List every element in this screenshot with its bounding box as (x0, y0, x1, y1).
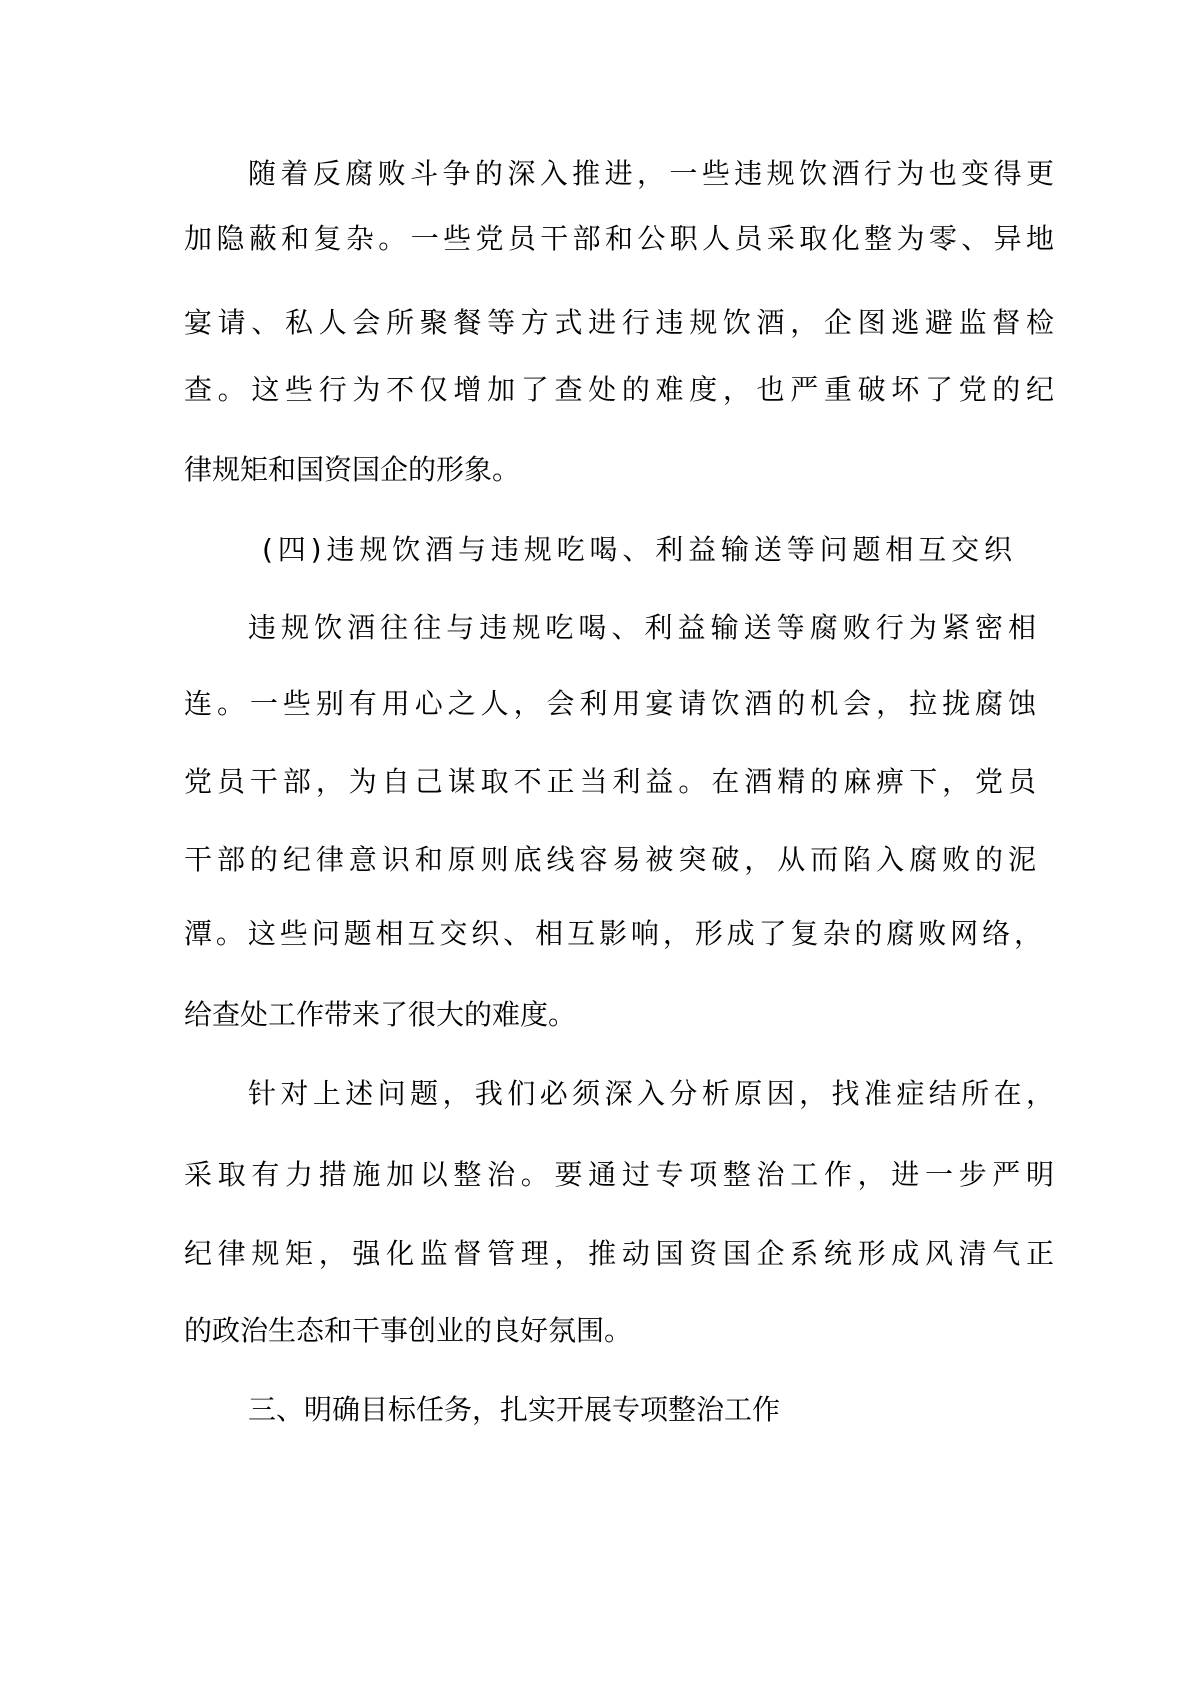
paragraph-1-line-1: 随着反腐败斗争的深入推进，一些违规饮酒行为也变得更 (248, 157, 1054, 190)
paragraph-2-line-4: 干部的纪律意识和原则底线容易被突破，从而陷入腐败的泥 (184, 843, 1036, 876)
paragraph-1-line-4: 查。这些行为不仅增加了查处的难度，也严重破坏了党的纪 (184, 373, 1054, 406)
section-heading-3: 三、明确目标任务，扎实开展专项整治工作 (248, 1393, 781, 1426)
section-heading-4: (四)违规饮酒与违规吃喝、利益输送等问题相互交织 (262, 533, 1012, 566)
paragraph-2-line-5: 潭。这些问题相互交织、相互影响，形成了复杂的腐败网络， (184, 917, 1042, 950)
paragraph-1-line-5: 律规矩和国资国企的形象。 (184, 453, 521, 486)
paragraph-2-line-1: 违规饮酒往往与违规吃喝、利益输送等腐败行为紧密相 (248, 611, 1036, 644)
paragraph-3-line-3: 纪律规矩，强化监督管理，推动国资国企系统形成风清气正 (184, 1237, 1054, 1270)
paragraph-1-line-3: 宴请、私人会所聚餐等方式进行违规饮酒，企图逃避监督检 (184, 306, 1054, 339)
paragraph-3-line-4: 的政治生态和干事创业的良好氛围。 (184, 1314, 633, 1347)
paragraph-2-line-3: 党员干部，为自己谋取不正当利益。在酒精的麻痹下，党员 (184, 765, 1036, 798)
paragraph-2-line-6: 给查处工作带来了很大的难度。 (184, 998, 577, 1031)
paragraph-1-line-2: 加隐蔽和复杂。一些党员干部和公职人员采取化整为零、异地 (184, 222, 1054, 255)
paragraph-3-line-1: 针对上述问题，我们必须深入分析原因，找准症结所在， (248, 1077, 1054, 1110)
paragraph-2-line-2: 连。一些别有用心之人，会利用宴请饮酒的机会，拉拢腐蚀 (184, 687, 1036, 720)
paragraph-3-line-2: 采取有力措施加以整治。要通过专项整治工作，进一步严明 (184, 1158, 1054, 1191)
